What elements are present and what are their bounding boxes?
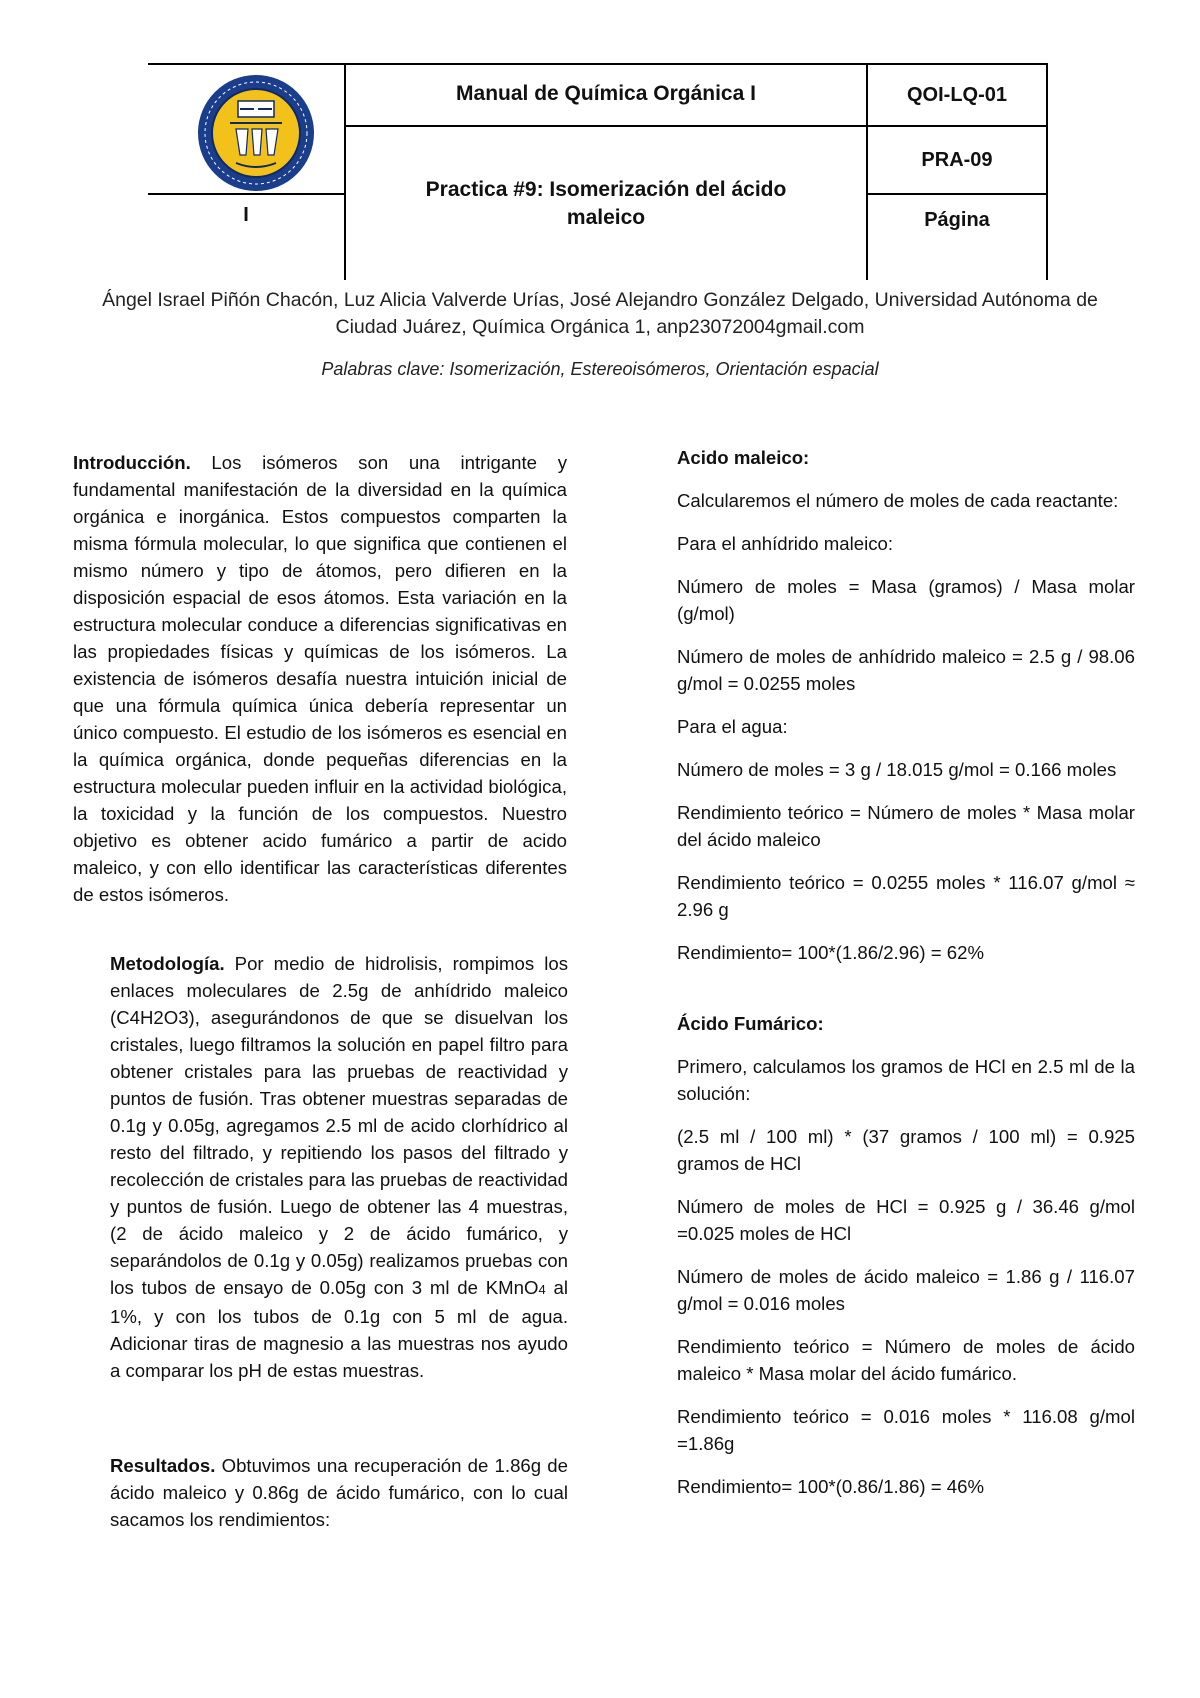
authors-line: Ángel Israel Piñón Chacón, Luz Alicia Valverde Urías, José Alejandro González Delgado, Universidad Autónoma de Ciudad Juárez, Química Orgánica 1, anp23072004gmail.com xyxy=(102,289,1098,338)
maleic-line: Para el anhídrido maleico: xyxy=(677,533,894,554)
maleic-heading: Acido maleico: xyxy=(677,447,810,468)
maleic-line: Calcularemos el número de moles de cada reactante: xyxy=(677,490,1119,511)
fumaric-line: Rendimiento teórico = Número de moles de ácido maleico * Masa molar del ácido fumárico. xyxy=(677,1336,1135,1384)
fumaric-line: Número de moles de ácido maleico = 1.86 g / 116.07 g/mol = 0.016 moles xyxy=(677,1266,1135,1314)
header-left-label: I xyxy=(243,203,249,226)
methodology-text-after: al 1%, y con los tubos de 0.1g con 5 ml de agua. Adicionar tiras de magnesio a las muestras nos ayudo a comparar los pH de estas muestras. xyxy=(110,1277,568,1381)
document-header xyxy=(148,63,1048,280)
methodology-text: Por medio de hidrolisis, rompimos los enlaces moleculares de 2.5g de anhídrido maleico (C4H2O3), asegurándonos de que se disuelvan los cristales, luego filtramos la solución en papel filtro para obtener cristales para las pruebas de reactividad y puntos de fusión. Tras obtener muestras separadas de 0.1g y 0.05g, agregamos 2.5 ml de acido clorhídrico al resto del filtrado, y repitiendo los pasos del filtrado y recolección de cristales para las pruebas de reactividad y puntos de fusión. Luego de obtener las 4 muestras, (2 de ácido maleico y 2 de ácido fumárico, y separándolos de 0.1g y 0.05g) realizamos pruebas con los tubos de ensayo de 0.05g con 3 ml de KMnO xyxy=(110,953,568,1298)
fumaric-line: Rendimiento= 100*(0.86/1.86) = 46% xyxy=(677,1476,985,1497)
page-label: Página xyxy=(924,208,990,231)
results-heading: Resultados. xyxy=(110,1455,216,1476)
fumaric-line: (2.5 ml / 100 ml) * (37 gramos / 100 ml) = 0.925 gramos de HCl xyxy=(677,1126,1135,1174)
introduction-heading: Introducción. xyxy=(73,452,191,473)
fumaric-line: Número de moles de HCl = 0.925 g / 36.46 g/mol =0.025 moles de HCl xyxy=(677,1196,1135,1244)
maleic-line: Número de moles = 3 g / 18.015 g/mol = 0.166 moles xyxy=(677,759,1117,780)
maleic-line: Rendimiento teórico = Número de moles * Masa molar del ácido maleico xyxy=(677,802,1135,850)
calculations-column xyxy=(677,444,1135,1516)
methodology-subscript: 4 xyxy=(538,1282,546,1297)
fumaric-line: Primero, calculamos los gramos de HCl en 2.5 ml de la solución: xyxy=(677,1056,1135,1104)
header-vline-3 xyxy=(1046,63,1048,280)
results-section xyxy=(110,1452,568,1533)
fumaric-heading: Ácido Fumárico: xyxy=(677,1013,824,1034)
maleic-line: Rendimiento= 100*(1.86/2.96) = 62% xyxy=(677,942,985,963)
practice-code: PRA-09 xyxy=(921,148,993,171)
methodology-heading: Metodología. xyxy=(110,953,225,974)
introduction-section xyxy=(73,449,567,908)
introduction-text: Los isómeros son una intrigante y fundamental manifestación de la diversidad en la química orgánica e inorgánica. Estos compuestos comparten la misma fórmula molecular, lo que significa que contienen el mismo número y tipo de átomos, pero difieren en la disposición espacial de esos átomos. Esta variación en la estructura molecular conduce a diferencias significativas en las propiedades físicas y químicas de los isómeros. La existencia de isómeros desafía nuestra intuición inicial de que una fórmula química única debería representar un único compuesto. El estudio de los isómeros es esencial en la química orgánica, donde pequeñas diferencias en la estructura molecular pueden influir en la actividad biológica, la toxicidad y la función de los compuestos. Nuestro objetivo es obtener acido fumárico a partir de acido maleico, y con ello identificar las características diferentes de estos isómeros. xyxy=(73,452,567,905)
maleic-line: Para el agua: xyxy=(677,716,788,737)
university-seal-logo xyxy=(196,73,316,193)
document-code: QOI-LQ-01 xyxy=(906,84,1007,106)
practice-title: Practica #9: Isomerización del ácido maleico xyxy=(425,177,787,229)
results-text: Obtuvimos una recuperación de 1.86g de ácido maleico y 0.86g de ácido fumárico, con lo cual sacamos los rendimientos: xyxy=(110,1455,568,1530)
fumaric-line: Rendimiento teórico = 0.016 moles * 116.08 g/mol =1.86g xyxy=(677,1406,1135,1454)
maleic-line: Número de moles de anhídrido maleico = 2.5 g / 98.06 g/mol = 0.0255 moles xyxy=(677,646,1135,694)
keywords-line: Palabras clave: Isomerización, Estereoisómeros, Orientación espacial xyxy=(321,359,879,379)
maleic-line: Rendimiento teórico = 0.0255 moles * 116.07 g/mol ≈ 2.96 g xyxy=(677,872,1135,920)
manual-title: Manual de Química Orgánica I xyxy=(456,82,756,105)
maleic-line: Número de moles = Masa (gramos) / Masa molar (g/mol) xyxy=(677,576,1135,624)
methodology-section xyxy=(110,950,568,1384)
